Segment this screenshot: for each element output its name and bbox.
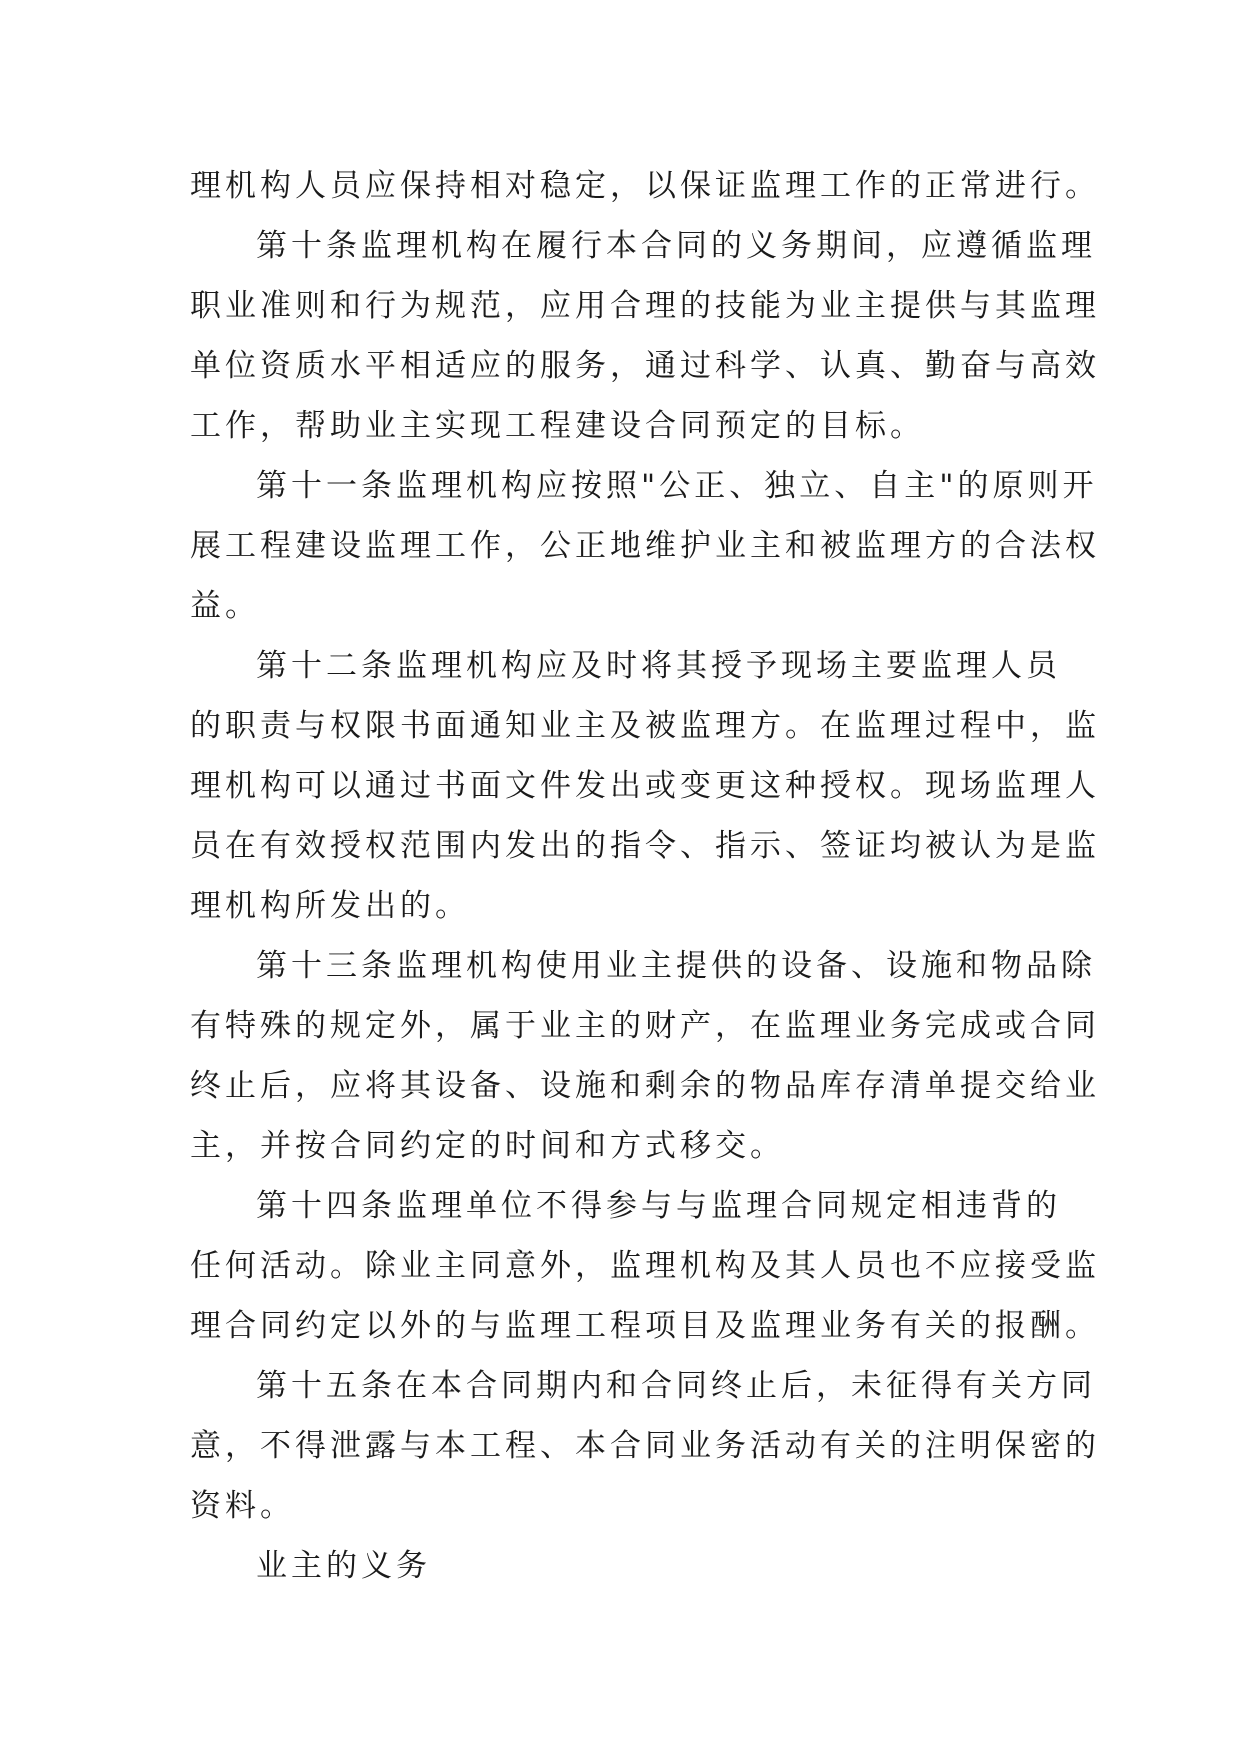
text-line: 理合同约定以外的与监理工程项目及监理业务有关的报酬。 (190, 1308, 1100, 1344)
text-line: 理机构人员应保持相对稳定，以保证监理工作的正常进行。 (190, 168, 1100, 204)
text-line: 有特殊的规定外，属于业主的财产，在监理业务完成或合同 (190, 1008, 1100, 1044)
text-line: 职业准则和行为规范，应用合理的技能为业主提供与其监理 (190, 288, 1100, 324)
article-14-start: 第十四条监理单位不得参与与监理合同规定相违背的 (256, 1188, 1061, 1224)
text-line: 的职责与权限书面通知业主及被监理方。在监理过程中，监 (190, 708, 1100, 744)
text-line: 主，并按合同约定的时间和方式移交。 (190, 1128, 785, 1164)
text-line: 展工程建设监理工作，公正地维护业主和被监理方的合法权 (190, 528, 1100, 564)
article-12-start: 第十二条监理机构应及时将其授予现场主要监理人员 (256, 648, 1061, 684)
article-13-start: 第十三条监理机构使用业主提供的设备、设施和物品除 (256, 948, 1096, 984)
article-10-start: 第十条监理机构在履行本合同的义务期间，应遵循监理 (256, 228, 1096, 264)
text-line: 单位资质水平相适应的服务，通过科学、认真、勤奋与高效 (190, 348, 1100, 384)
section-heading-owner-obligations: 业主的义务 (256, 1548, 431, 1584)
article-11-start: 第十一条监理机构应按照"公正、独立、自主"的原则开 (256, 468, 1098, 504)
text-line: 任何活动。除业主同意外，监理机构及其人员也不应接受监 (190, 1248, 1100, 1284)
text-line: 工作，帮助业主实现工程建设合同预定的目标。 (190, 408, 925, 444)
text-line: 资料。 (190, 1488, 295, 1524)
text-line: 员在有效授权范围内发出的指令、指示、签证均被认为是监 (190, 828, 1100, 864)
text-line: 意，不得泄露与本工程、本合同业务活动有关的注明保密的 (190, 1428, 1100, 1464)
document-body (190, 156, 1100, 1596)
article-15-start: 第十五条在本合同期内和合同终止后，未征得有关方同 (256, 1368, 1096, 1404)
text-line: 理机构所发出的。 (190, 888, 470, 924)
text-line: 理机构可以通过书面文件发出或变更这种授权。现场监理人 (190, 768, 1100, 804)
text-line: 终止后，应将其设备、设施和剩余的物品库存清单提交给业 (190, 1068, 1100, 1104)
text-line: 益。 (190, 588, 260, 624)
